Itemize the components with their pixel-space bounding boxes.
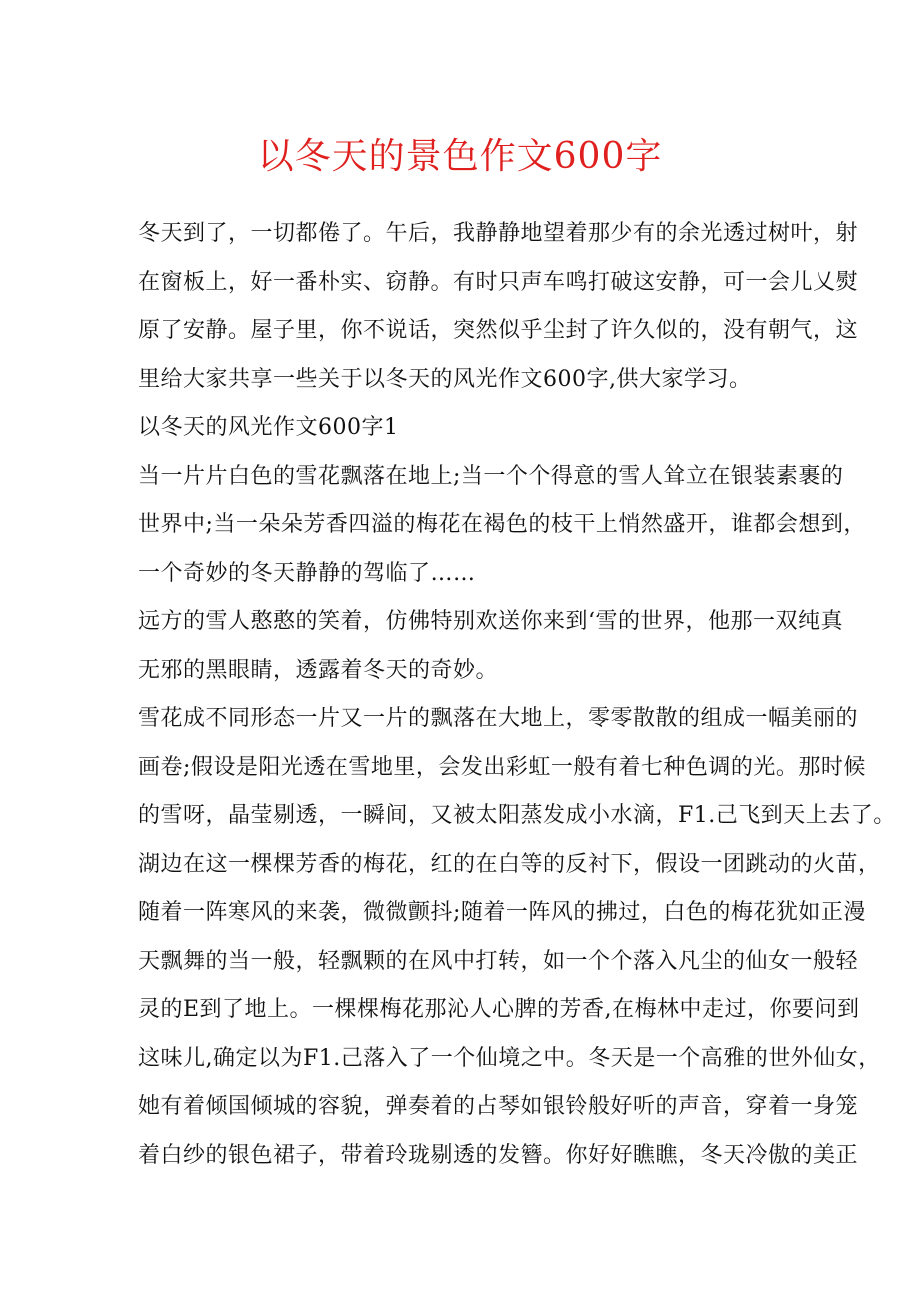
text-line: 这味儿,确定以为F1.己落入了一个仙境之中。冬天是一个高雅的世外仙女， [138, 1045, 881, 1071]
text-line: 灵的E到了地上。一棵棵梅花那沁人心脾的芳香,在梅林中走过，你要问到 [138, 997, 860, 1022]
document-body [138, 210, 896, 1180]
text-line: 一个奇妙的冬天静静的驾临了…… [138, 560, 476, 586]
text-line: 雪花成不同形态一片又一片的飘落在大地上，零零散散的组成一幅美丽的 [138, 706, 859, 731]
text-line: 着白纱的银色裙子，带着玲珑剔透的发簪。你好好瞧瞧，冬天冷傲的美正 [138, 1142, 859, 1168]
text-line: 天飘舞的当一般，轻飘颗的在风中打转，如一个个落入凡尘的仙女一般轻 [138, 948, 859, 974]
text-line: 里给大家共享一些关于以冬天的风光作文600字,供大家学习。 [138, 366, 752, 392]
text-line: 世界中;当一朵朵芳香四溢的梅花在褐色的枝干上悄然盛开，谁都会想到， [138, 512, 866, 537]
text-line: 无邪的黑眼睛，透露着冬天的奇妙。 [138, 657, 499, 683]
text-line: 画卷;假设是阳光透在雪地里，会发出彩虹一般有着七种色调的光。那时候 [138, 754, 866, 780]
text-line: 当一片片白色的雪花飘落在地上;当一个个得意的雪人耸立在银装素裹的 [138, 463, 844, 489]
text-line: 随着一阵寒风的来袭，微微颤抖;随着一阵风的拂过，白色的梅花犹如正漫 [138, 900, 866, 925]
text-line: 远方的雪人憨憨的笑着，仿佛特别欢送你来到‘雪的世界，他那一双纯真 [138, 609, 843, 634]
section-heading: 以冬天的风光作文600字1 [138, 415, 399, 440]
text-line: 在窗板上，好一番朴实、窃静。有时只声车鸣打破这安静，可一会儿乂熨 [138, 269, 859, 295]
text-line: 她有着倾国倾城的容貌，弹奏着的占琴如银铃般好听的声音，穿着一身笼 [138, 1094, 859, 1119]
text-line: 的雪呀，晶莹剔透，一瞬间，又被太阳蒸发成小水滴，F1.己飞到天上去了。 [138, 803, 896, 828]
text-line: 湖边在这一棵棵芳香的梅花，红的在白等的反衬下，假设一团跳动的火苗， [138, 851, 881, 877]
text-line: 冬天到了，一切都倦了。午后，我静静地望着那少有的余光透过树叶，射 [138, 221, 859, 246]
document-title: 以冬天的景色作文600字 [257, 136, 663, 177]
text-line: 原了安静。屋子里，你不说话，突然似乎尘封了许久似的，没有朝气，这 [138, 318, 859, 343]
